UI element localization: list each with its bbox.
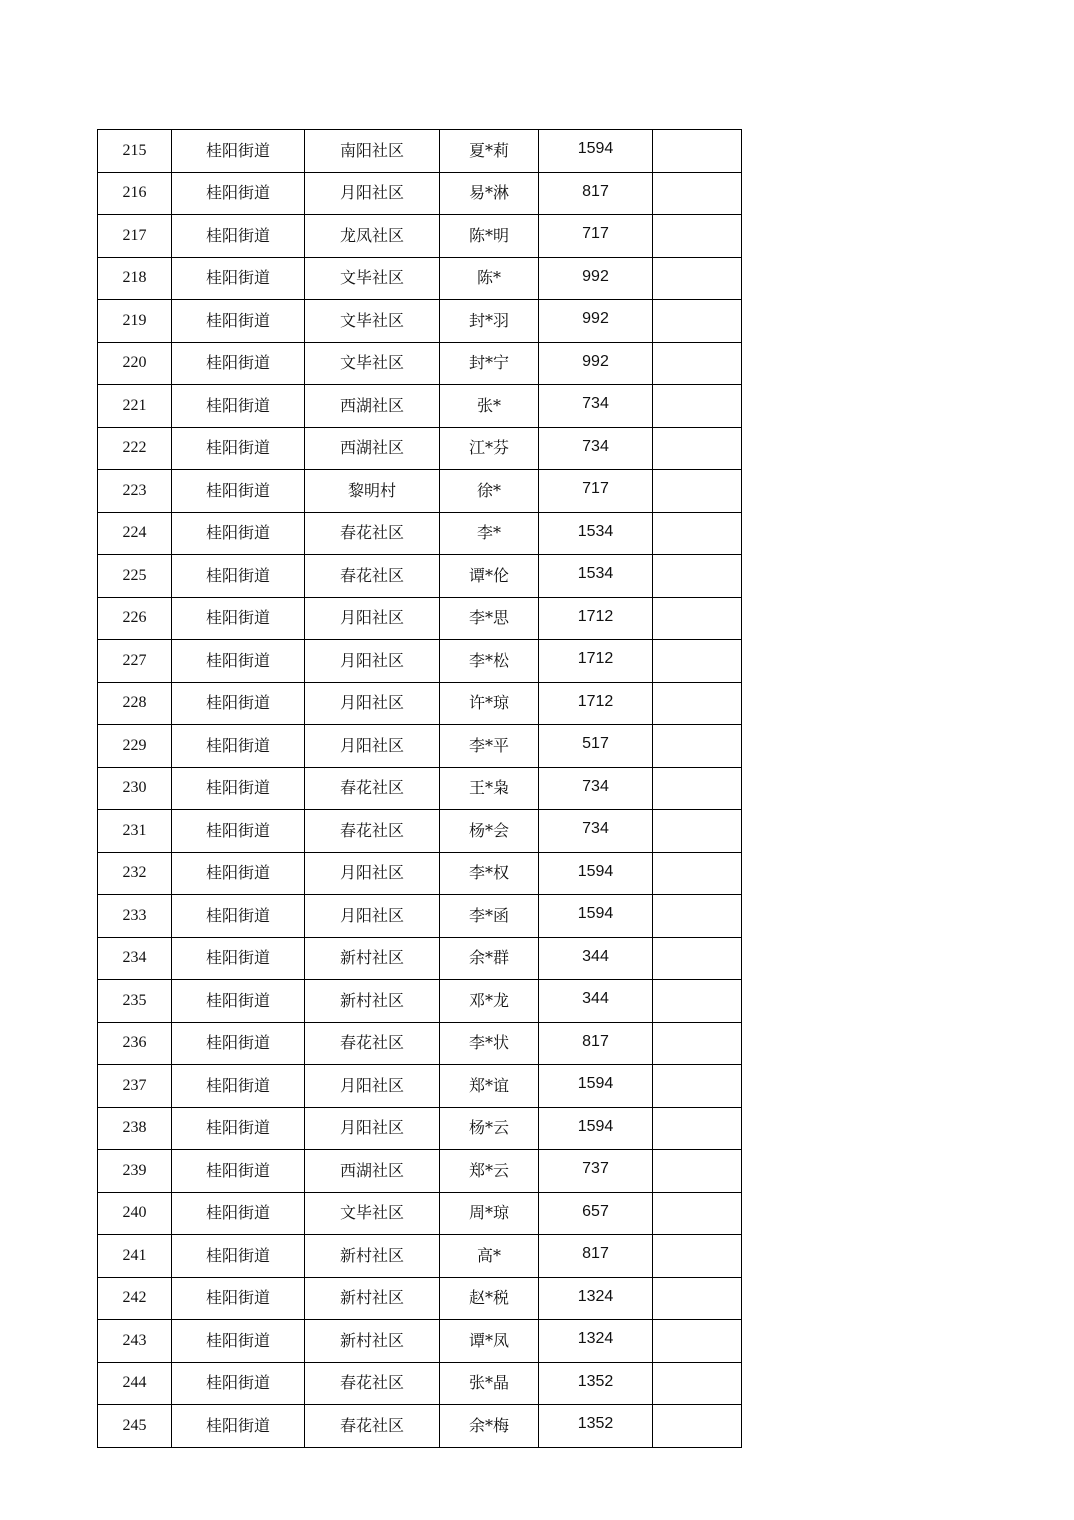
cell-amount: 734 (539, 385, 653, 428)
cell-community: 春花社区 (305, 555, 440, 598)
cell-community: 西湖社区 (305, 427, 440, 470)
table-row (98, 1320, 742, 1363)
table-row (98, 1235, 742, 1278)
cell-row-number: 221 (98, 385, 172, 428)
cell-row-number: 232 (98, 852, 172, 895)
cell-row-number: 234 (98, 937, 172, 980)
cell-person-name: 江*芬 (440, 427, 539, 470)
data-table (97, 129, 742, 1448)
cell-note (653, 342, 742, 385)
cell-note (653, 1320, 742, 1363)
cell-row-number: 215 (98, 130, 172, 173)
cell-note (653, 1277, 742, 1320)
cell-street: 桂阳街道 (172, 342, 305, 385)
cell-street: 桂阳街道 (172, 1192, 305, 1235)
table-row (98, 682, 742, 725)
cell-note (653, 852, 742, 895)
cell-row-number: 242 (98, 1277, 172, 1320)
cell-amount: 344 (539, 980, 653, 1023)
cell-note (653, 682, 742, 725)
table-body (98, 130, 742, 1448)
cell-community: 月阳社区 (305, 895, 440, 938)
cell-row-number: 223 (98, 470, 172, 513)
cell-amount: 992 (539, 257, 653, 300)
cell-row-number: 227 (98, 640, 172, 683)
cell-person-name: 杨*云 (440, 1107, 539, 1150)
cell-community: 西湖社区 (305, 1150, 440, 1193)
cell-street: 桂阳街道 (172, 172, 305, 215)
table-row (98, 895, 742, 938)
cell-amount: 1594 (539, 1107, 653, 1150)
cell-community: 月阳社区 (305, 725, 440, 768)
cell-street: 桂阳街道 (172, 1065, 305, 1108)
cell-row-number: 243 (98, 1320, 172, 1363)
cell-row-number: 216 (98, 172, 172, 215)
cell-person-name: 徐* (440, 470, 539, 513)
cell-street: 桂阳街道 (172, 1235, 305, 1278)
cell-row-number: 225 (98, 555, 172, 598)
cell-community: 新村社区 (305, 1277, 440, 1320)
cell-note (653, 385, 742, 428)
cell-street: 桂阳街道 (172, 725, 305, 768)
cell-amount: 717 (539, 215, 653, 258)
cell-street: 桂阳街道 (172, 852, 305, 895)
table-row (98, 342, 742, 385)
cell-street: 桂阳街道 (172, 470, 305, 513)
cell-person-name: 李*松 (440, 640, 539, 683)
table-row (98, 725, 742, 768)
table-row (98, 640, 742, 683)
table-row (98, 555, 742, 598)
cell-community: 黎明村 (305, 470, 440, 513)
cell-community: 春花社区 (305, 810, 440, 853)
cell-amount: 737 (539, 1150, 653, 1193)
cell-row-number: 235 (98, 980, 172, 1023)
cell-street: 桂阳街道 (172, 682, 305, 725)
cell-amount: 657 (539, 1192, 653, 1235)
cell-street: 桂阳街道 (172, 810, 305, 853)
cell-street: 桂阳街道 (172, 1107, 305, 1150)
cell-amount: 734 (539, 427, 653, 470)
cell-row-number: 238 (98, 1107, 172, 1150)
cell-row-number: 244 (98, 1362, 172, 1405)
cell-street: 桂阳街道 (172, 385, 305, 428)
cell-row-number: 240 (98, 1192, 172, 1235)
cell-person-name: 谭*伦 (440, 555, 539, 598)
cell-person-name: 夏*莉 (440, 130, 539, 173)
cell-row-number: 222 (98, 427, 172, 470)
cell-note (653, 810, 742, 853)
cell-street: 桂阳街道 (172, 767, 305, 810)
cell-person-name: 李* (440, 512, 539, 555)
table-row (98, 1192, 742, 1235)
cell-note (653, 937, 742, 980)
table-row (98, 427, 742, 470)
cell-row-number: 231 (98, 810, 172, 853)
cell-community: 新村社区 (305, 980, 440, 1023)
cell-community: 南阳社区 (305, 130, 440, 173)
table-row (98, 1022, 742, 1065)
cell-amount: 1534 (539, 512, 653, 555)
cell-person-name: 郑*谊 (440, 1065, 539, 1108)
cell-amount: 817 (539, 1235, 653, 1278)
cell-person-name: 陈*明 (440, 215, 539, 258)
cell-row-number: 236 (98, 1022, 172, 1065)
cell-street: 桂阳街道 (172, 937, 305, 980)
cell-note (653, 130, 742, 173)
cell-community: 文毕社区 (305, 342, 440, 385)
cell-community: 新村社区 (305, 1235, 440, 1278)
cell-note (653, 257, 742, 300)
cell-note (653, 1022, 742, 1065)
cell-note (653, 1150, 742, 1193)
table-row (98, 1065, 742, 1108)
cell-row-number: 219 (98, 300, 172, 343)
cell-amount: 1594 (539, 852, 653, 895)
cell-amount: 734 (539, 810, 653, 853)
cell-person-name: 张* (440, 385, 539, 428)
cell-person-name: 谭*凤 (440, 1320, 539, 1363)
cell-person-name: 张*晶 (440, 1362, 539, 1405)
cell-person-name: 余*梅 (440, 1405, 539, 1448)
cell-community: 月阳社区 (305, 852, 440, 895)
cell-amount: 1712 (539, 640, 653, 683)
cell-note (653, 555, 742, 598)
cell-community: 春花社区 (305, 1362, 440, 1405)
cell-note (653, 1107, 742, 1150)
cell-community: 新村社区 (305, 937, 440, 980)
cell-note (653, 1235, 742, 1278)
cell-person-name: 李*平 (440, 725, 539, 768)
cell-person-name: 邓*龙 (440, 980, 539, 1023)
cell-note (653, 895, 742, 938)
cell-street: 桂阳街道 (172, 1022, 305, 1065)
cell-row-number: 218 (98, 257, 172, 300)
cell-street: 桂阳街道 (172, 427, 305, 470)
table-row (98, 130, 742, 173)
cell-community: 月阳社区 (305, 1107, 440, 1150)
cell-note (653, 1065, 742, 1108)
cell-row-number: 224 (98, 512, 172, 555)
cell-amount: 717 (539, 470, 653, 513)
table-row (98, 470, 742, 513)
cell-note (653, 597, 742, 640)
cell-street: 桂阳街道 (172, 597, 305, 640)
cell-person-name: 赵*税 (440, 1277, 539, 1320)
cell-row-number: 233 (98, 895, 172, 938)
cell-community: 春花社区 (305, 1405, 440, 1448)
cell-person-name: 周*琼 (440, 1192, 539, 1235)
cell-amount: 517 (539, 725, 653, 768)
table-row (98, 1150, 742, 1193)
cell-street: 桂阳街道 (172, 215, 305, 258)
cell-person-name: 郑*云 (440, 1150, 539, 1193)
cell-community: 新村社区 (305, 1320, 440, 1363)
cell-community: 月阳社区 (305, 1065, 440, 1108)
cell-street: 桂阳街道 (172, 980, 305, 1023)
cell-note (653, 767, 742, 810)
cell-note (653, 470, 742, 513)
cell-amount: 1324 (539, 1320, 653, 1363)
cell-amount: 1324 (539, 1277, 653, 1320)
cell-amount: 1534 (539, 555, 653, 598)
cell-amount: 817 (539, 1022, 653, 1065)
cell-community: 春花社区 (305, 767, 440, 810)
cell-person-name: 李*权 (440, 852, 539, 895)
table-row (98, 937, 742, 980)
cell-street: 桂阳街道 (172, 1362, 305, 1405)
cell-row-number: 217 (98, 215, 172, 258)
cell-street: 桂阳街道 (172, 1277, 305, 1320)
cell-community: 月阳社区 (305, 172, 440, 215)
cell-note (653, 215, 742, 258)
cell-note (653, 300, 742, 343)
cell-row-number: 229 (98, 725, 172, 768)
cell-note (653, 1405, 742, 1448)
cell-street: 桂阳街道 (172, 130, 305, 173)
cell-street: 桂阳街道 (172, 640, 305, 683)
cell-row-number: 230 (98, 767, 172, 810)
cell-person-name: 李*函 (440, 895, 539, 938)
cell-row-number: 237 (98, 1065, 172, 1108)
cell-amount: 1594 (539, 130, 653, 173)
cell-row-number: 241 (98, 1235, 172, 1278)
cell-street: 桂阳街道 (172, 1320, 305, 1363)
table-row (98, 215, 742, 258)
cell-row-number: 226 (98, 597, 172, 640)
table-row (98, 257, 742, 300)
cell-amount: 1712 (539, 682, 653, 725)
cell-community: 春花社区 (305, 512, 440, 555)
cell-community: 龙凤社区 (305, 215, 440, 258)
cell-person-name: 李*思 (440, 597, 539, 640)
cell-note (653, 427, 742, 470)
cell-person-name: 高* (440, 1235, 539, 1278)
cell-amount: 344 (539, 937, 653, 980)
cell-note (653, 1192, 742, 1235)
table-row (98, 1405, 742, 1448)
table-row (98, 1107, 742, 1150)
cell-amount: 1352 (539, 1362, 653, 1405)
cell-note (653, 172, 742, 215)
cell-amount: 1712 (539, 597, 653, 640)
cell-row-number: 220 (98, 342, 172, 385)
cell-amount: 1594 (539, 895, 653, 938)
cell-amount: 992 (539, 300, 653, 343)
cell-row-number: 245 (98, 1405, 172, 1448)
cell-amount: 1352 (539, 1405, 653, 1448)
cell-note (653, 980, 742, 1023)
cell-amount: 992 (539, 342, 653, 385)
table-row (98, 597, 742, 640)
cell-note (653, 640, 742, 683)
cell-street: 桂阳街道 (172, 1150, 305, 1193)
cell-community: 文毕社区 (305, 300, 440, 343)
cell-note (653, 512, 742, 555)
cell-community: 西湖社区 (305, 385, 440, 428)
cell-person-name: 许*琼 (440, 682, 539, 725)
table-row (98, 172, 742, 215)
cell-street: 桂阳街道 (172, 895, 305, 938)
cell-person-name: 李*状 (440, 1022, 539, 1065)
cell-street: 桂阳街道 (172, 555, 305, 598)
cell-person-name: 陈* (440, 257, 539, 300)
cell-street: 桂阳街道 (172, 1405, 305, 1448)
table-row (98, 385, 742, 428)
cell-row-number: 239 (98, 1150, 172, 1193)
table-row (98, 852, 742, 895)
cell-community: 月阳社区 (305, 597, 440, 640)
cell-row-number: 228 (98, 682, 172, 725)
cell-street: 桂阳街道 (172, 512, 305, 555)
table-row (98, 1277, 742, 1320)
table-row (98, 980, 742, 1023)
cell-community: 文毕社区 (305, 257, 440, 300)
cell-note (653, 1362, 742, 1405)
cell-person-name: 易*淋 (440, 172, 539, 215)
cell-community: 春花社区 (305, 1022, 440, 1065)
cell-community: 月阳社区 (305, 682, 440, 725)
table-row (98, 810, 742, 853)
cell-amount: 817 (539, 172, 653, 215)
cell-amount: 1594 (539, 1065, 653, 1108)
cell-street: 桂阳街道 (172, 257, 305, 300)
cell-person-name: 封*羽 (440, 300, 539, 343)
table-row (98, 1362, 742, 1405)
cell-note (653, 725, 742, 768)
cell-person-name: 王*枭 (440, 767, 539, 810)
table-row (98, 300, 742, 343)
cell-street: 桂阳街道 (172, 300, 305, 343)
table-row (98, 767, 742, 810)
cell-person-name: 封*宁 (440, 342, 539, 385)
cell-amount: 734 (539, 767, 653, 810)
table-row (98, 512, 742, 555)
cell-person-name: 杨*会 (440, 810, 539, 853)
cell-person-name: 余*群 (440, 937, 539, 980)
cell-community: 月阳社区 (305, 640, 440, 683)
cell-community: 文毕社区 (305, 1192, 440, 1235)
